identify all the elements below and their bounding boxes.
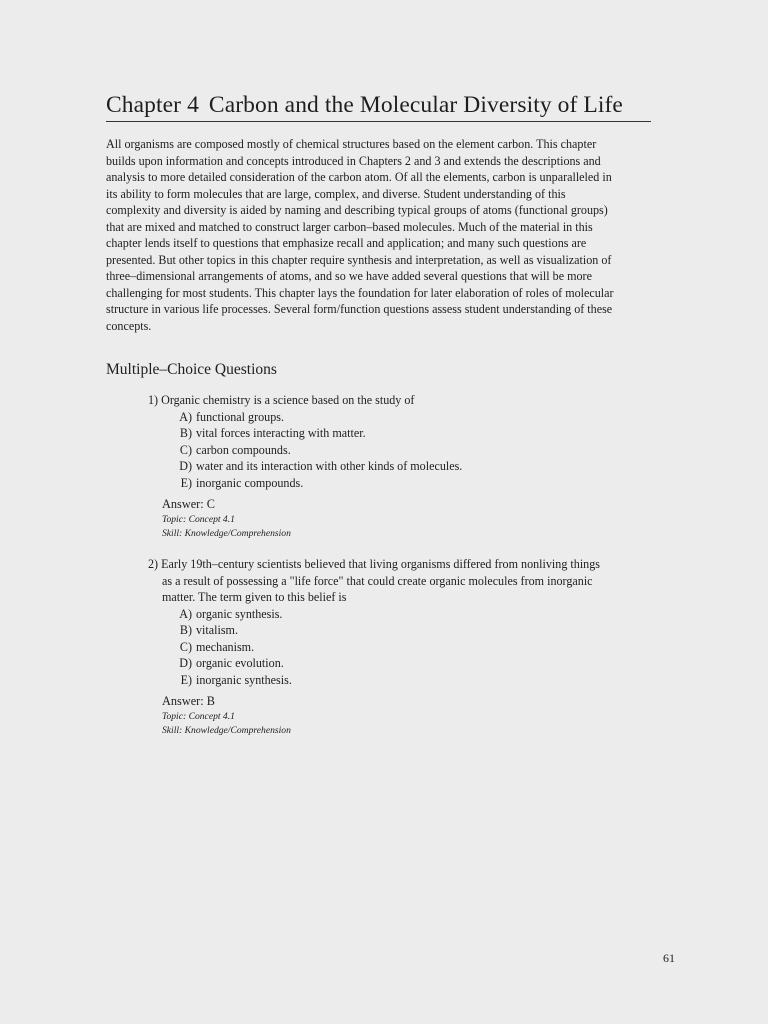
chapter-number: Chapter 4	[106, 92, 199, 118]
choice-letter: D)	[179, 459, 192, 473]
choice-e	[148, 672, 688, 689]
choice-d	[148, 655, 688, 672]
choice-text: vital forces interacting with matter.	[196, 426, 366, 440]
choice-b	[148, 622, 688, 639]
choice-list	[148, 606, 688, 689]
question-stem: 2) Early 19th–century scientists believed that living organisms differed from nonliving things	[148, 557, 600, 571]
choice-c	[148, 442, 688, 459]
intro-paragraph	[106, 136, 676, 334]
question-stem: 1) Organic chemistry is a science based on the study of	[148, 393, 415, 407]
topic-line: Topic: Concept 4.1	[162, 711, 235, 722]
choice-letter: A)	[179, 409, 192, 424]
chapter-name: Carbon and the Molecular Diversity of Life	[208, 92, 623, 118]
answer-line: Answer: B	[162, 694, 215, 708]
intro-line: three–dimensional arrangements of atoms, and so we have added several questions that will be more	[106, 269, 592, 283]
intro-line: complexity and diversity is aided by naming and describing typical groups of atoms (functional groups)	[106, 203, 608, 217]
answer-line: Answer: C	[162, 497, 215, 511]
intro-line: concepts.	[106, 318, 152, 333]
choice-letter: C)	[179, 442, 192, 457]
chapter-title	[106, 90, 654, 120]
intro-line: that are mixed and matched to construct larger carbon–based molecules. Much of the material in this	[106, 219, 593, 234]
intro-line: chapter lends itself to questions that emphasize recall and application; and many such questions are	[106, 236, 587, 250]
choice-text: water and its interaction with other kinds of molecules.	[196, 459, 463, 473]
question-stem-continued: matter. The term given to this belief is	[162, 590, 347, 604]
title-underline	[106, 121, 651, 122]
choice-text: inorganic compounds.	[196, 475, 304, 490]
choice-text: organic synthesis.	[196, 606, 283, 621]
topic-line: Topic: Concept 4.1	[162, 514, 235, 525]
choice-e	[148, 475, 688, 492]
choice-letter: A)	[179, 606, 192, 621]
choice-letter: D)	[179, 656, 192, 670]
choice-text: vitalism.	[196, 623, 238, 637]
skill-line: Skill: Knowledge/Comprehension	[162, 528, 291, 539]
choice-text: mechanism.	[196, 639, 255, 654]
choice-letter: B)	[179, 623, 192, 637]
choice-d	[148, 458, 688, 475]
choice-text: inorganic synthesis.	[196, 672, 292, 687]
intro-line: its ability to form molecules that are large, complex, and diverse. Student understanding of this	[106, 186, 566, 201]
choice-text: carbon compounds.	[196, 442, 291, 457]
skill-line: Skill: Knowledge/Comprehension	[162, 725, 291, 736]
choice-letter: C)	[179, 639, 192, 654]
intro-line: builds upon information and concepts introduced in Chapters 2 and 3 and extends the descriptions and	[106, 153, 601, 168]
intro-line: analysis to more detailed consideration of the carbon atom. Of all the elements, carbon is unparalleled in	[106, 170, 612, 184]
choice-a	[148, 606, 688, 623]
choice-text: organic evolution.	[196, 656, 284, 670]
choice-c	[148, 639, 688, 656]
page-number: 61	[663, 951, 675, 965]
intro-line: challenging for most students. This chapter lays the foundation for later elaboration of roles of molecular	[106, 285, 614, 300]
section-heading: Multiple–Choice Questions	[106, 361, 277, 378]
intro-line: All organisms are composed mostly of chemical structures based on the element carbon. This chapter	[106, 137, 597, 151]
intro-line: structure in various life processes. Several form/function questions assess student understanding of these	[106, 302, 613, 316]
question-stem-continued: as a result of possessing a "life force" that could create organic molecules from inorganic	[162, 573, 593, 588]
choice-b	[148, 425, 688, 442]
intro-line: presented. But other topics in this chapter require synthesis and interpretation, as well as visualization of	[106, 252, 612, 267]
question-2	[148, 556, 688, 738]
choice-letter: B)	[179, 426, 192, 440]
choice-letter: E)	[180, 475, 192, 490]
choice-list	[148, 409, 688, 492]
choice-a	[148, 409, 688, 426]
question-1	[148, 392, 688, 541]
choice-text: functional groups.	[196, 409, 284, 424]
choice-letter: E)	[180, 672, 192, 687]
